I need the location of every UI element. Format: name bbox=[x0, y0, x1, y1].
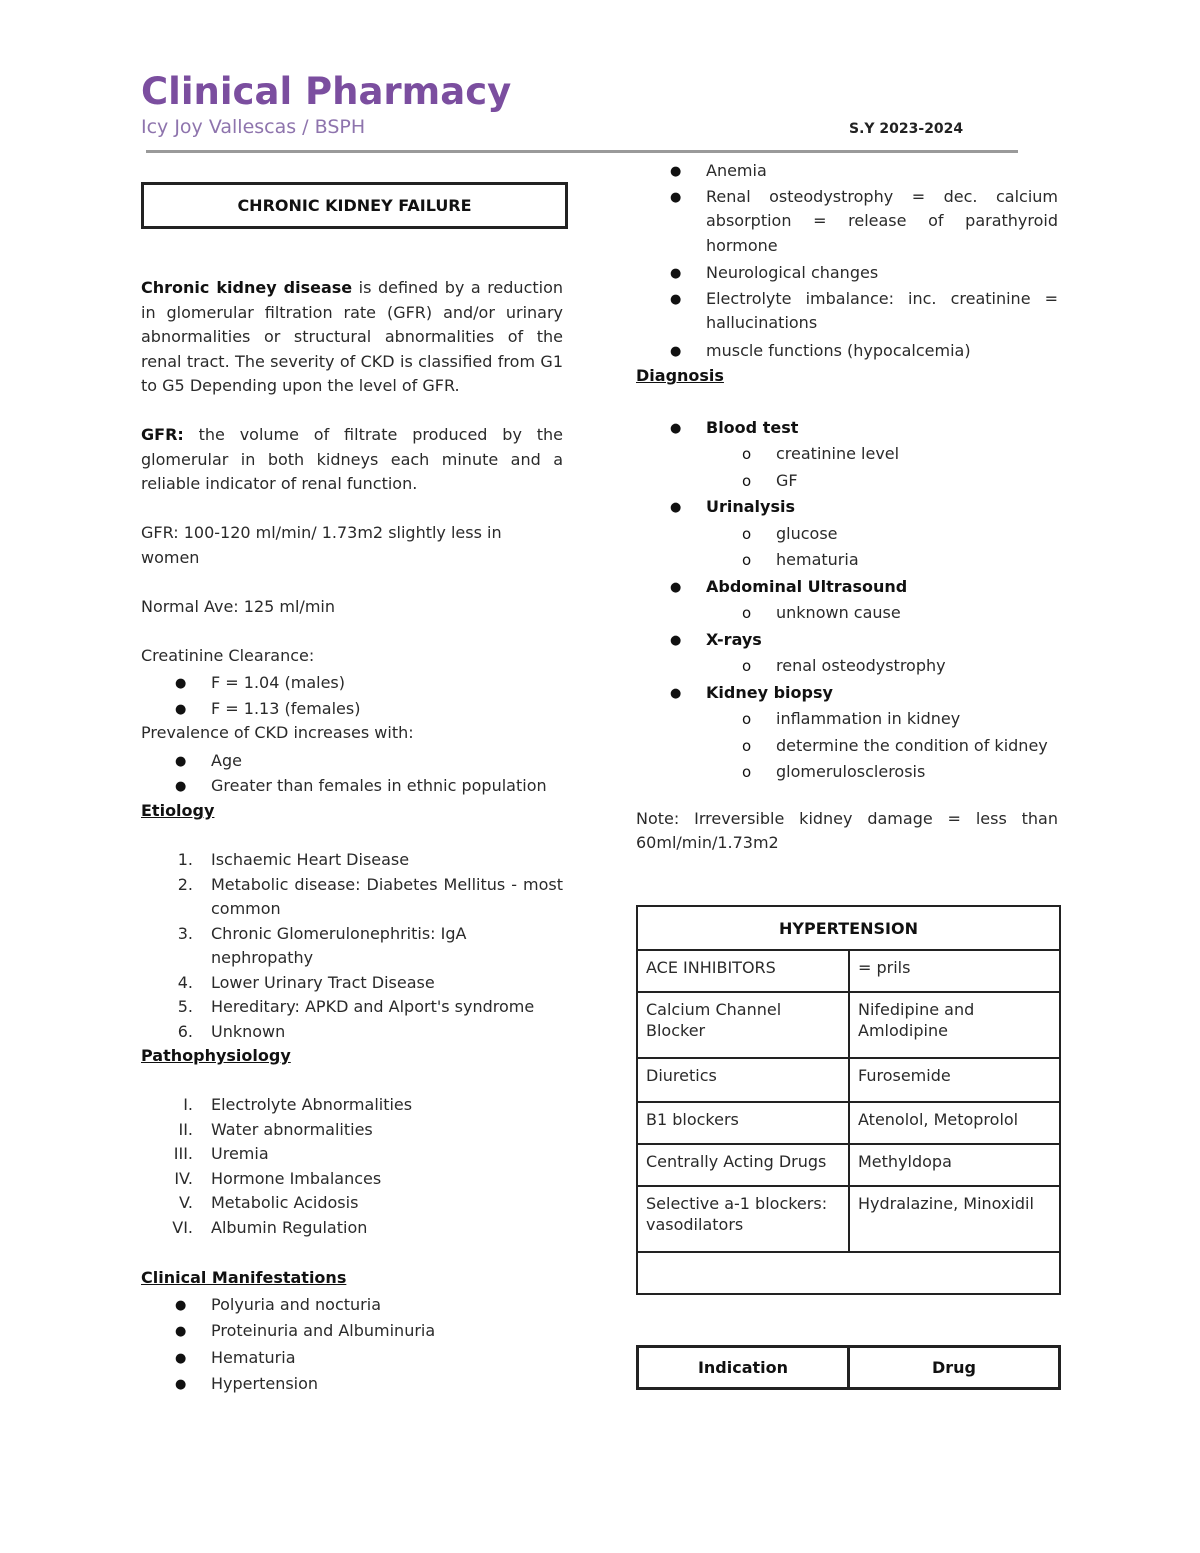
creatinine-list bbox=[141, 670, 563, 721]
diagnosis-subitem: o inflammation in kidney bbox=[636, 706, 1058, 733]
diagnosis-item: ● Urinalysis bbox=[636, 494, 1058, 521]
diagnosis-item: ● Abdominal Ultrasound bbox=[636, 574, 1058, 601]
list-item: III. Uremia bbox=[173, 1144, 269, 1163]
list-item: ● Hematuria bbox=[141, 1345, 563, 1372]
table-cell: Nifedipine and Amlodipine bbox=[849, 992, 1060, 1058]
table-row bbox=[637, 992, 1060, 1058]
etiology-heading: Etiology bbox=[141, 801, 215, 820]
left-column bbox=[141, 276, 563, 799]
pathophysiology-heading: Pathophysiology bbox=[141, 1046, 291, 1065]
table-cell: B1 blockers bbox=[637, 1102, 849, 1144]
list-item: ● Neurological changes bbox=[636, 260, 1058, 287]
list-item: ● Renal osteodystrophy = dec. calcium absorption = release of parathyroid hormone bbox=[636, 185, 1058, 259]
clinical-heading: Clinical Manifestations bbox=[141, 1268, 347, 1287]
table-cell: Selective a-1 blockers: vasodilators bbox=[637, 1186, 849, 1252]
list-item: ● Anemia bbox=[636, 158, 1058, 185]
pathophysiology-section bbox=[141, 1044, 563, 1240]
table-cell: Hydralazine, Minoxidil bbox=[849, 1186, 1060, 1252]
diagnosis-subitem: o creatinine level bbox=[636, 441, 1058, 468]
table-title: HYPERTENSION bbox=[637, 906, 1060, 950]
table-cell: Methyldopa bbox=[849, 1144, 1060, 1186]
indication-table bbox=[636, 1345, 1061, 1390]
table-row bbox=[637, 1058, 1060, 1102]
list-item: 2. Metabolic disease: Diabetes Mellitus - most common bbox=[177, 874, 563, 918]
clinical-section bbox=[141, 1266, 563, 1398]
header-divider bbox=[146, 150, 1018, 153]
diagnosis-subitem: o unknown cause bbox=[636, 600, 1058, 627]
ckd-definition bbox=[141, 276, 563, 399]
list-item: VI. Albumin Regulation bbox=[172, 1217, 368, 1237]
diagnosis-subitem: o GF bbox=[636, 468, 1058, 495]
author-subtitle: Icy Joy Vallescas / BSPH bbox=[141, 116, 366, 138]
list-item: V. Metabolic Acidosis bbox=[179, 1193, 359, 1212]
diagnosis-subitem: o glomerulosclerosis bbox=[636, 759, 1058, 786]
ckd-term: Chronic kidney disease bbox=[141, 278, 353, 297]
diagnosis-subitem: o hematuria bbox=[636, 547, 1058, 574]
list-item: ● F = 1.04 (males) bbox=[141, 670, 563, 697]
list-item: IV. Hormone Imbalances bbox=[174, 1168, 382, 1188]
pathophysiology-list bbox=[141, 1093, 563, 1240]
table-row bbox=[637, 1144, 1060, 1186]
list-item: ● Electrolyte imbalance: inc. creatinine = hallucinations bbox=[636, 287, 1058, 336]
clinical-list bbox=[141, 1292, 563, 1398]
note-text: Note: Irreversible kidney damage = less than 60ml/min/1.73m2 bbox=[636, 808, 1058, 852]
ckd-text: is defined by a reduction in glomerular filtration rate (GFR) and/or urinary abnormalities or structural abnormalities of the renal tract. The severity of CKD is classified from G1 to G5 Depending upon the level of GFR. bbox=[141, 278, 564, 395]
document-title: Clinical Pharmacy bbox=[141, 70, 512, 113]
prevalence-label: Prevalence of CKD increases with: bbox=[141, 723, 414, 742]
etiology-list bbox=[141, 848, 563, 1044]
list-item: ● Greater than females in ethnic population bbox=[141, 774, 563, 799]
table-header-row bbox=[638, 1347, 1060, 1389]
etiology-section bbox=[141, 799, 563, 1044]
gfr-term: GFR: bbox=[141, 425, 184, 444]
gfr-text: the volume of filtrate produced by the glomerular in both kidneys each minute and a reliable indicator of renal function. bbox=[141, 425, 563, 493]
diagnosis-item: ● X-rays bbox=[636, 627, 1058, 654]
diagnosis-item: ● Kidney biopsy bbox=[636, 680, 1058, 707]
table-cell: Calcium Channel Blocker bbox=[637, 992, 849, 1058]
table-row bbox=[637, 1102, 1060, 1144]
normal-average: Normal Ave: 125 ml/min bbox=[141, 596, 335, 616]
school-year: S.Y 2023-2024 bbox=[849, 121, 964, 137]
list-item: 1. Ischaemic Heart Disease bbox=[177, 850, 410, 869]
table-row bbox=[637, 950, 1060, 992]
list-item: ● Proteinuria and Albuminuria bbox=[141, 1318, 563, 1345]
diagnosis-item: ● Blood test bbox=[636, 415, 1058, 442]
table-cell: Furosemide bbox=[849, 1058, 1060, 1102]
list-item: ● F = 1.13 (females) bbox=[141, 697, 563, 722]
table-cell: = prils bbox=[849, 950, 1060, 992]
diagnosis-subitem: o determine the condition of kidney bbox=[636, 733, 1058, 760]
list-item: I. Electrolyte Abnormalities bbox=[183, 1095, 413, 1114]
list-item: 5. Hereditary: APKD and Alport's syndrome bbox=[177, 997, 535, 1016]
table-cell: Diuretics bbox=[637, 1058, 849, 1102]
indication-header: Indication bbox=[638, 1347, 849, 1389]
list-item: ● muscle functions (hypocalcemia) bbox=[636, 338, 1058, 365]
table-row-empty bbox=[637, 1252, 1060, 1294]
table-cell-empty bbox=[637, 1252, 1060, 1294]
table-header-row bbox=[637, 906, 1060, 950]
list-item: 6. Unknown bbox=[177, 1021, 286, 1041]
list-item: ● Age bbox=[141, 748, 563, 775]
creatinine-label: Creatinine Clearance: bbox=[141, 645, 315, 665]
section-title-box: CHRONIC KIDNEY FAILURE bbox=[141, 182, 568, 229]
list-item: 3. Chronic Glomerulonephritis: IgA nephropathy bbox=[177, 923, 467, 967]
table-cell: Atenolol, Metoprolol bbox=[849, 1102, 1060, 1144]
list-item: ● Polyuria and nocturia bbox=[141, 1292, 563, 1319]
table-cell: Centrally Acting Drugs bbox=[637, 1144, 849, 1186]
right-column bbox=[636, 158, 1058, 856]
table-row bbox=[637, 1186, 1060, 1252]
diagnosis-subitem: o glucose bbox=[636, 521, 1058, 548]
diagnosis-subitem: o renal osteodystrophy bbox=[636, 653, 1058, 680]
diagnosis-list bbox=[636, 415, 1058, 786]
gfr-definition bbox=[141, 423, 563, 497]
gfr-range: GFR: 100-120 ml/min/ 1.73m2 slightly less in women bbox=[141, 523, 502, 567]
list-item: II. Water abnormalities bbox=[178, 1119, 373, 1139]
list-item: ● Hypertension bbox=[141, 1371, 563, 1398]
diagnosis-heading: Diagnosis bbox=[636, 366, 724, 385]
manifestations-continued bbox=[636, 158, 1058, 364]
hypertension-table bbox=[636, 905, 1061, 1295]
list-item: 4. Lower Urinary Tract Disease bbox=[177, 972, 435, 992]
prevalence-list bbox=[141, 748, 563, 799]
drug-header: Drug bbox=[849, 1347, 1060, 1389]
table-cell: ACE INHIBITORS bbox=[637, 950, 849, 992]
